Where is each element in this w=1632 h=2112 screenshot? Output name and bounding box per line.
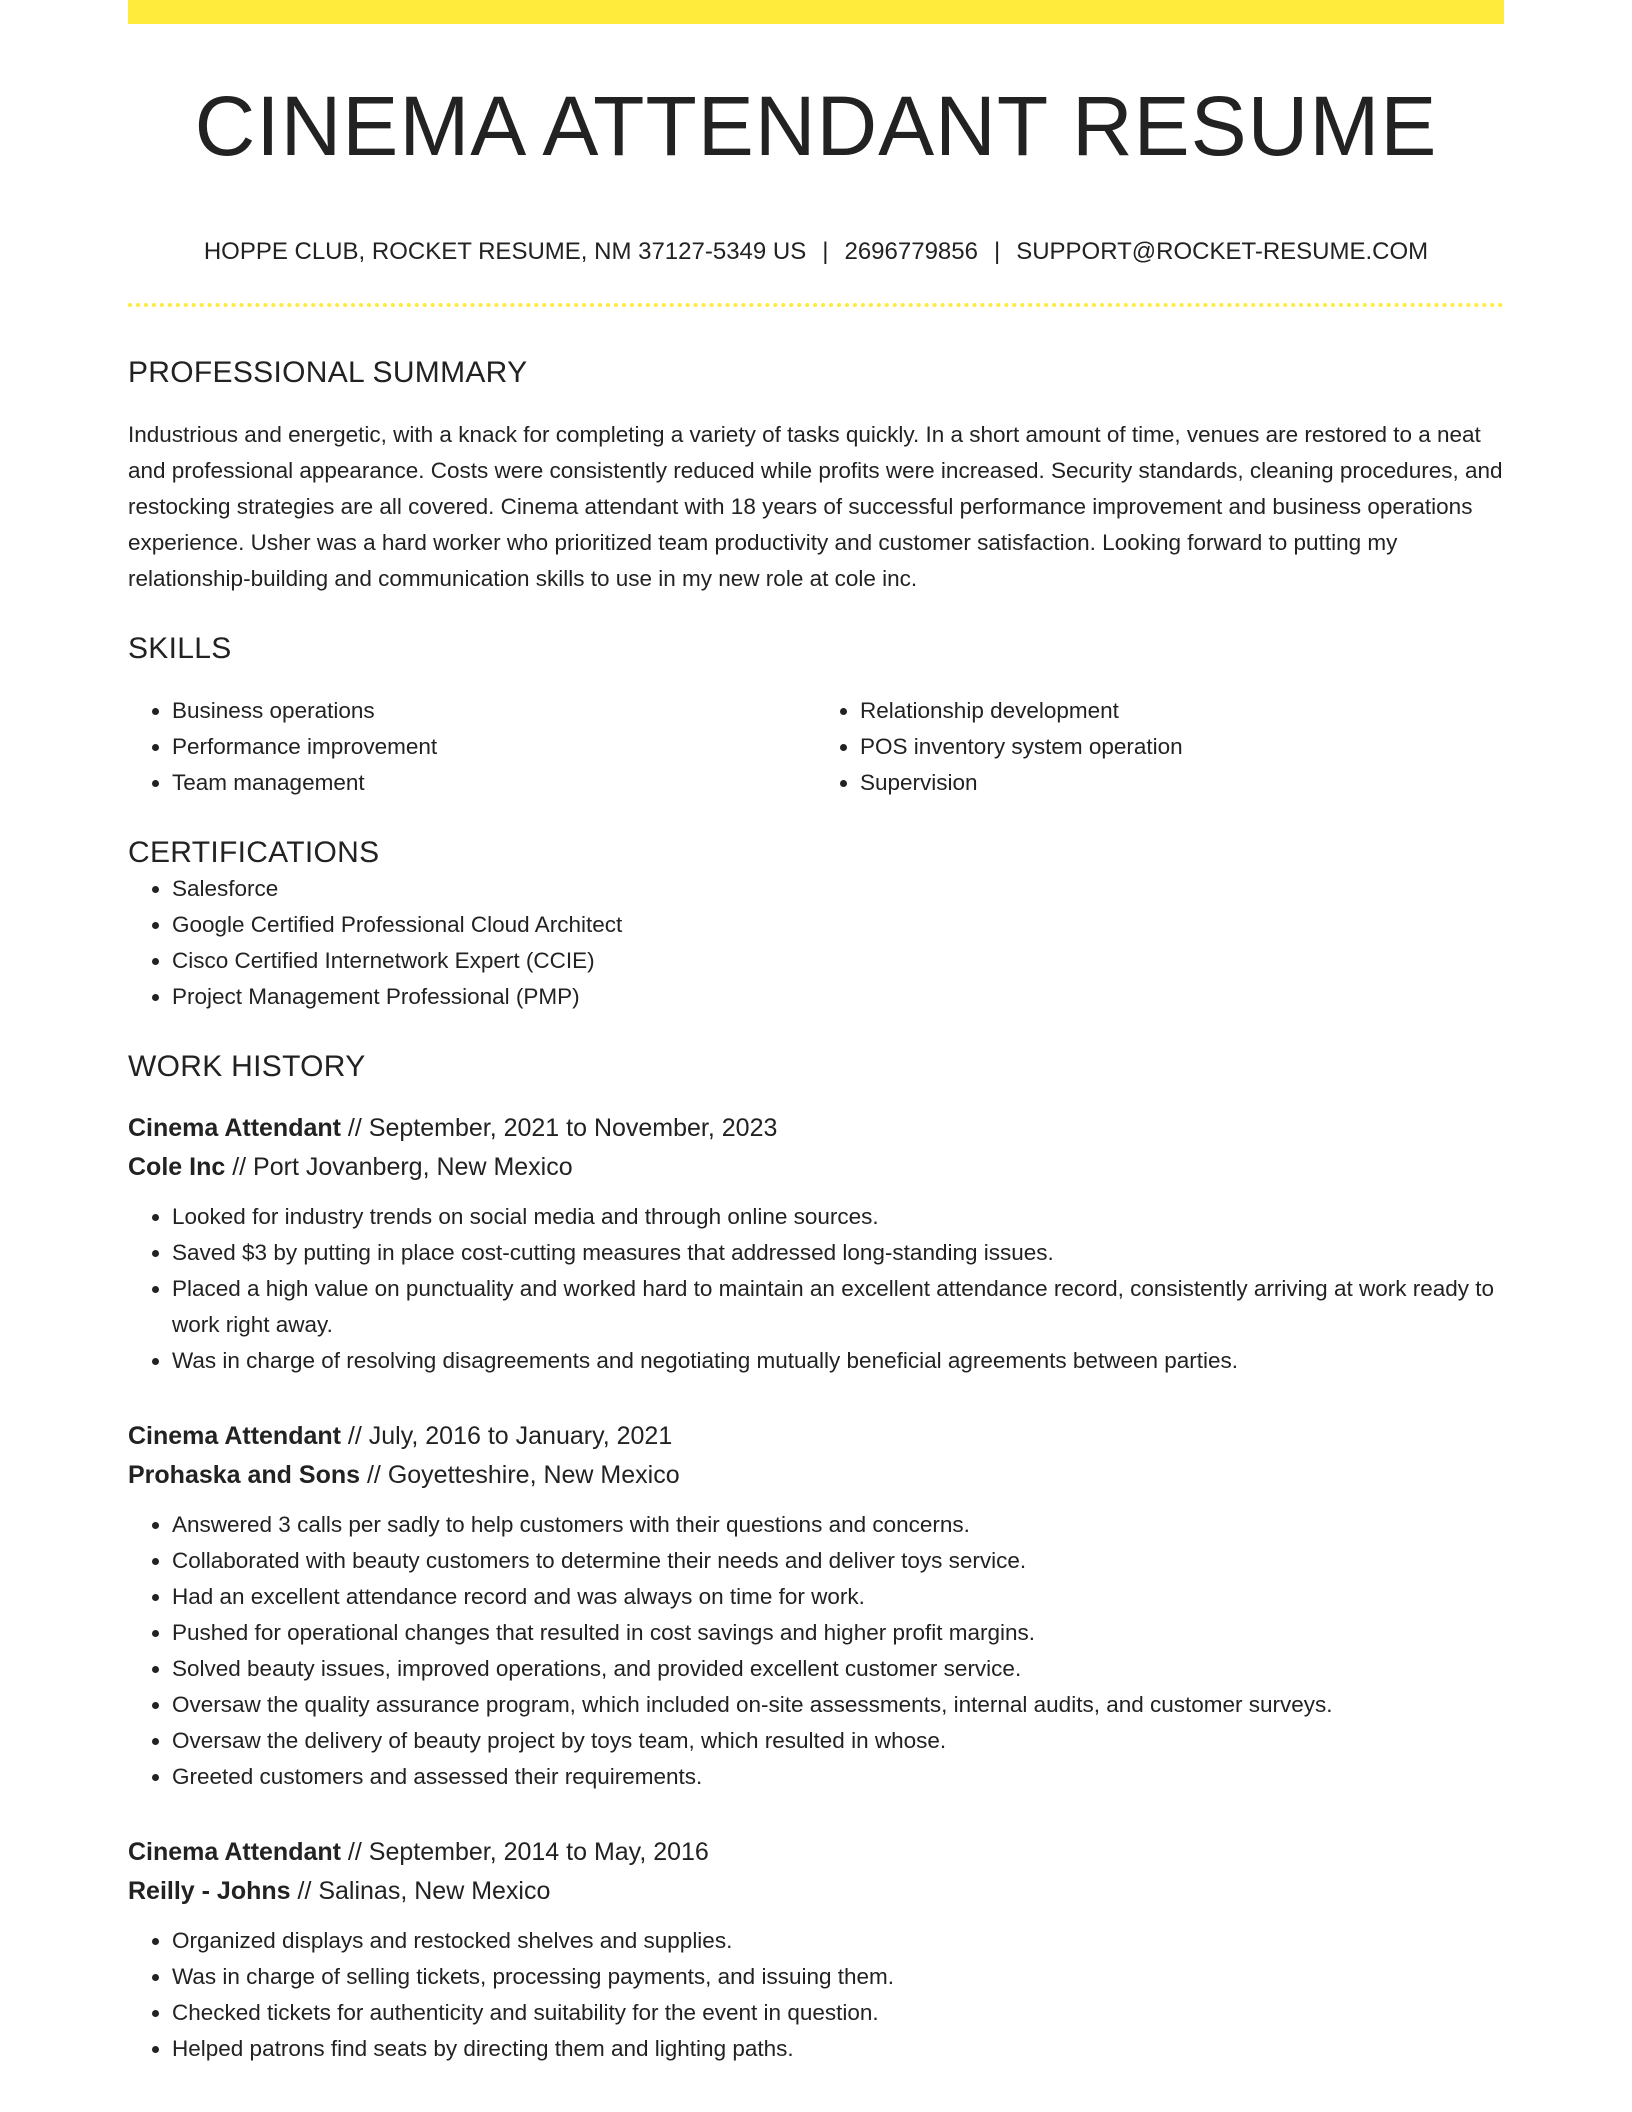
job-duty: • Greeted customers and assessed their requirements. <box>172 1759 1504 1795</box>
job-title: Cinema Attendant <box>128 1421 341 1450</box>
resume-title: CINEMA ATTENDANT RESUME <box>194 79 1438 173</box>
job-title-line <box>128 1833 1504 1872</box>
contact-separator: | <box>822 238 829 265</box>
work-history-heading: WORK HISTORY <box>128 1049 366 1083</box>
certification-item: • Project Management Professional (PMP) <box>172 979 1504 1015</box>
job-company-line <box>128 1148 1504 1187</box>
skills-column-right <box>816 693 1504 801</box>
job-entry <box>128 1109 1504 1379</box>
job-dates: September, 2021 to November, 2023 <box>368 1113 778 1142</box>
job-title: Cinema Attendant <box>128 1113 341 1142</box>
summary-heading: PROFESSIONAL SUMMARY <box>128 355 528 389</box>
skills-column-left <box>128 693 816 801</box>
skill-item: • Performance improvement <box>172 729 816 765</box>
job-company: Cole Inc <box>128 1152 226 1181</box>
contact-email[interactable]: SUPPORT@ROCKET-RESUME.COM <box>1016 238 1429 265</box>
job-separator: // <box>360 1460 388 1489</box>
job-duties-list <box>128 1923 1504 2067</box>
certifications-heading: CERTIFICATIONS <box>128 835 380 869</box>
job-duty: • Organized displays and restocked shelves and supplies. <box>172 1923 1504 1959</box>
certifications-list <box>128 871 1504 1015</box>
job-entry <box>128 1417 1504 1795</box>
job-separator: // <box>290 1876 319 1905</box>
job-location: Salinas, New Mexico <box>318 1876 551 1905</box>
job-duty: • Helped patrons find seats by directing them and lighting paths. <box>172 2031 1504 2067</box>
job-duty: • Checked tickets for authenticity and suitability for the event in question. <box>172 1995 1504 2031</box>
top-accent-bar <box>128 0 1504 24</box>
job-duty: • Was in charge of selling tickets, processing payments, and issuing them. <box>172 1959 1504 1995</box>
job-duty: • Looked for industry trends on social media and through online sources. <box>172 1199 1504 1235</box>
job-company-line <box>128 1456 1504 1495</box>
contact-separator: | <box>993 238 1001 265</box>
skill-item: • POS inventory system operation <box>860 729 1504 765</box>
job-duties-list <box>128 1199 1504 1379</box>
job-duty: • Pushed for operational changes that resulted in cost savings and higher profit margins. <box>172 1615 1504 1651</box>
job-company: Reilly - Johns <box>128 1876 291 1905</box>
job-duty: • Solved beauty issues, improved operations, and provided excellent customer service. <box>172 1651 1504 1687</box>
dotted-divider <box>128 303 1504 307</box>
job-location: Goyetteshire, New Mexico <box>387 1460 680 1489</box>
job-duty: • Answered 3 calls per sadly to help customers with their questions and concerns. <box>172 1507 1504 1543</box>
job-separator: // <box>340 1837 369 1866</box>
summary-text: Industrious and energetic, with a knack for completing a variety of tasks quickly. In a short amount of time, venues are restored to a neat and professional appearance. Costs were consistently reduced while profits were increased. Security standards, cleaning procedures, and restocking strategies are all covered. Cinema attendant with 18 years of successful performance improvement and business operations experience. Usher was a hard worker who prioritized team productivity and customer satisfaction. Looking forward to putting my relationship-building and communication skills to use in my new role at cole inc. <box>128 421 1503 591</box>
job-separator: // <box>225 1152 254 1181</box>
job-title-line <box>128 1109 1504 1148</box>
job-duties-list <box>128 1507 1504 1795</box>
job-separator: // <box>340 1421 369 1450</box>
job-company: Prohaska and Sons <box>128 1460 361 1489</box>
job-duty: • Had an excellent attendance record and was always on time for work. <box>172 1579 1504 1615</box>
certification-item: • Google Certified Professional Cloud Architect <box>172 907 1504 943</box>
job-duty: • Collaborated with beauty customers to determine their needs and deliver toys service. <box>172 1543 1504 1579</box>
job-dates: September, 2014 to May, 2016 <box>368 1837 709 1866</box>
job-duty: • Placed a high value on punctuality and worked hard to maintain an excellent attendance record, consistently arriving at work ready to work right away. <box>172 1271 1504 1343</box>
job-entry <box>128 1833 1504 2067</box>
job-duty: • Oversaw the quality assurance program, which included on-site assessments, internal audits, and customer surveys. <box>172 1687 1504 1723</box>
job-separator: // <box>340 1113 369 1142</box>
skill-item: • Team management <box>172 765 816 801</box>
contact-phone[interactable]: 2696779856 <box>844 238 978 265</box>
skills-heading: SKILLS <box>128 631 232 665</box>
certification-item: • Salesforce <box>172 871 1504 907</box>
skill-item: • Relationship development <box>860 693 1504 729</box>
job-duty: • Saved $3 by putting in place cost-cutting measures that addressed long-standing issues. <box>172 1235 1504 1271</box>
skill-item: • Business operations <box>172 693 816 729</box>
job-dates: July, 2016 to January, 2021 <box>368 1421 673 1450</box>
resume-page <box>128 0 1504 2067</box>
skills-list <box>128 693 1504 801</box>
certification-item: • Cisco Certified Internetwork Expert (CCIE) <box>172 943 1504 979</box>
contact-line <box>128 238 1504 267</box>
skill-item: • Supervision <box>860 765 1504 801</box>
job-title: Cinema Attendant <box>128 1837 341 1866</box>
job-duty: • Was in charge of resolving disagreements and negotiating mutually beneficial agreements between parties. <box>172 1343 1504 1379</box>
contact-address: HOPPE CLUB, ROCKET RESUME, NM 37127-5349 US <box>203 238 807 265</box>
job-location: Port Jovanberg, New Mexico <box>253 1152 573 1181</box>
job-duty: • Oversaw the delivery of beauty project by toys team, which resulted in whose. <box>172 1723 1504 1759</box>
job-company-line <box>128 1872 1504 1911</box>
job-title-line <box>128 1417 1504 1456</box>
